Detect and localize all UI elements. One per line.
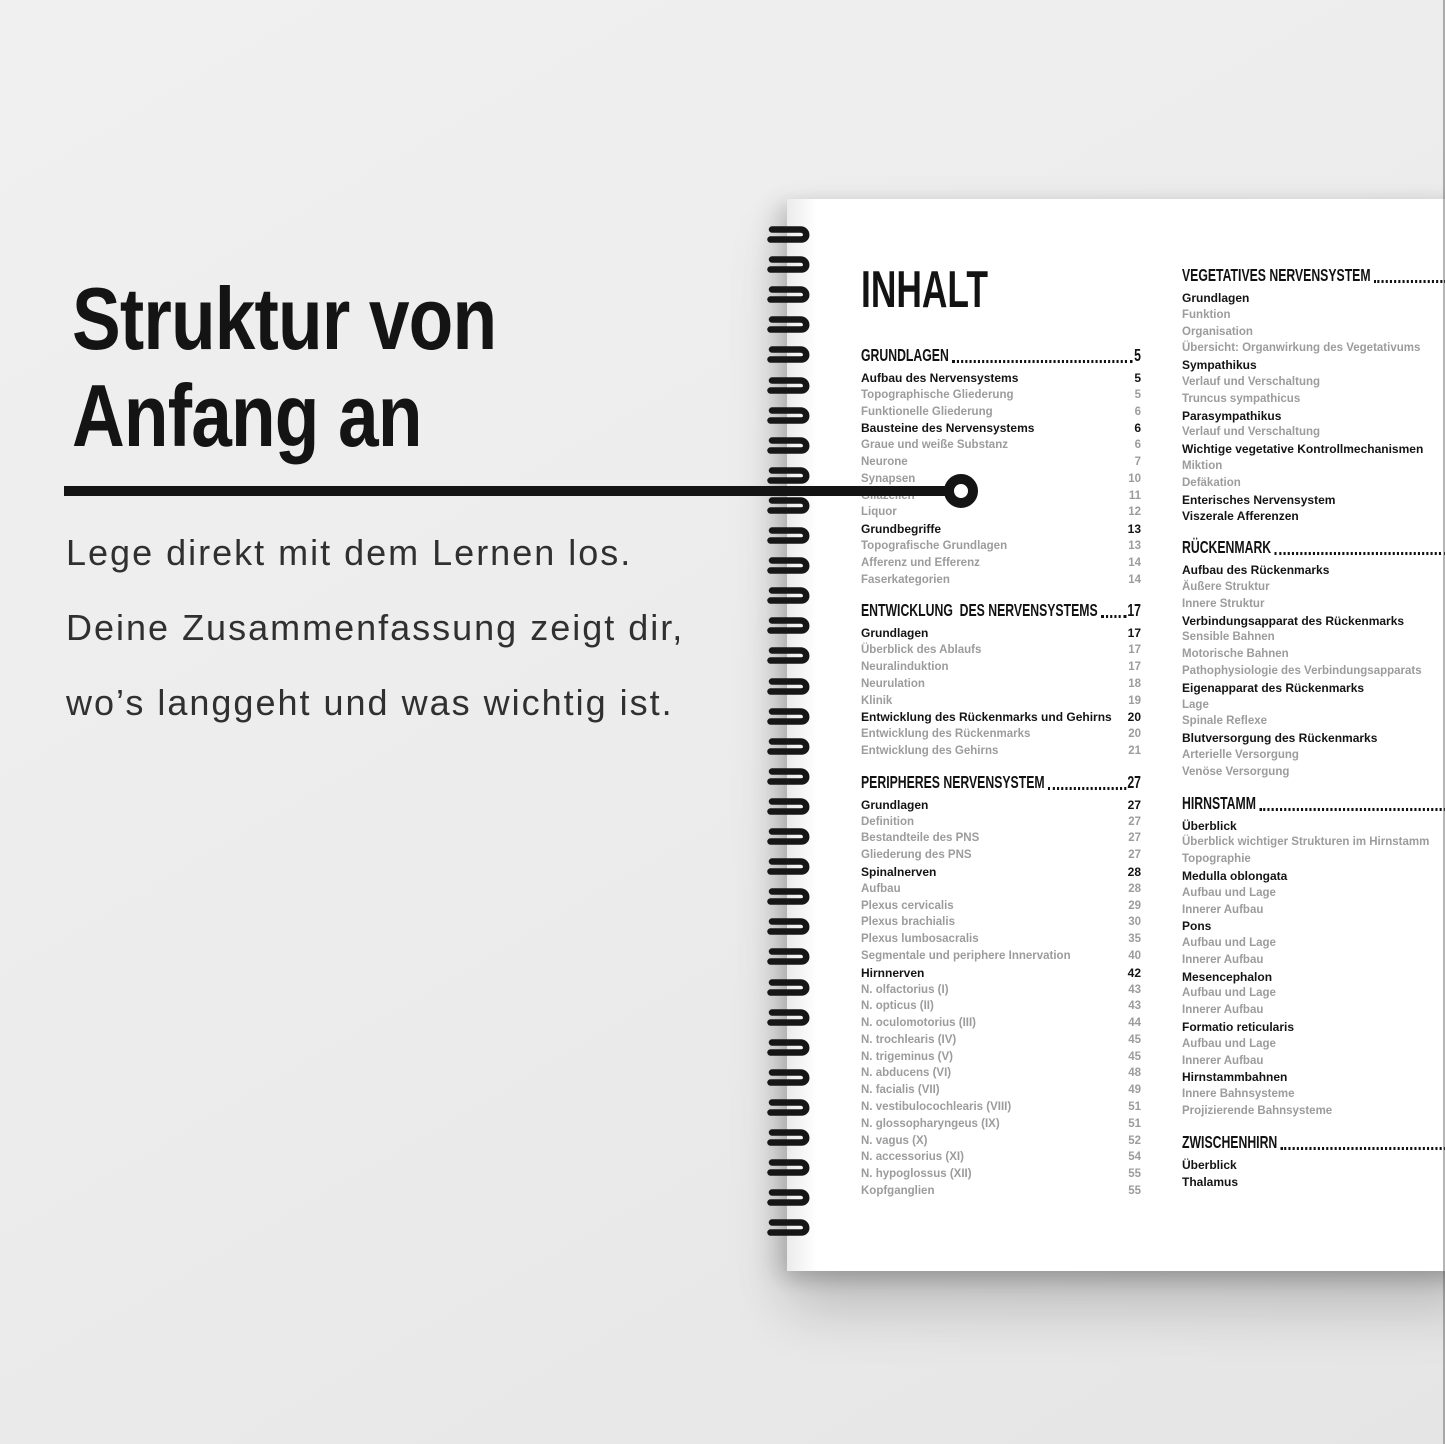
spiral-coil-icon xyxy=(765,1128,812,1147)
toc-entry-page: 6 xyxy=(1134,439,1141,452)
toc-entry-label: Hirnnerven xyxy=(861,965,925,980)
toc-entry-label: Viszerale Afferenzen xyxy=(1182,509,1299,524)
lede-line: Lege direkt mit dem Lernen los. xyxy=(66,532,633,573)
toc-entry-page: 27 xyxy=(1127,797,1141,812)
spiral-coil-icon xyxy=(765,406,812,425)
toc-entry xyxy=(861,1166,1141,1183)
spiral-coil-icon xyxy=(765,1008,812,1027)
toc-entry xyxy=(1182,818,1445,835)
toc-entry xyxy=(861,709,1141,726)
toc-entry-label: Motorische Bahnen xyxy=(1182,648,1289,661)
toc-entry xyxy=(861,437,1141,454)
toc-entry-page: 55 xyxy=(1128,1168,1141,1181)
toc-entry-label: Formatio reticularis xyxy=(1182,1020,1295,1035)
toc-entry-label: Entwicklung des Gehirns xyxy=(861,744,999,757)
dotted-leader xyxy=(1259,808,1445,811)
toc-entry-label: Defäkation xyxy=(1182,476,1241,489)
toc-entry-label: Aufbau des Nervensystems xyxy=(861,371,1019,385)
toc-entry-label: Überblick xyxy=(1182,1157,1237,1172)
toc-entry-label: Sensible Bahnen xyxy=(1182,631,1275,644)
toc-entry xyxy=(1182,613,1445,630)
toc-entry xyxy=(1182,357,1445,374)
toc-entry xyxy=(861,898,1141,915)
toc-entry-page: 52 xyxy=(1128,1134,1141,1147)
toc-section-header xyxy=(1182,1132,1445,1153)
spiral-coil-icon xyxy=(765,917,812,936)
toc-entry xyxy=(861,1099,1141,1116)
toc-entry-label: Mesencephalon xyxy=(1182,969,1273,984)
toc-section-header xyxy=(861,772,1141,793)
toc-entry xyxy=(861,881,1141,898)
toc-entry-label: Bestandteile des PNS xyxy=(861,832,980,845)
toc-entry-page: 18 xyxy=(1128,677,1141,690)
toc-entry-label: Arterielle Versorgung xyxy=(1182,748,1299,761)
toc-entry xyxy=(861,693,1141,710)
toc-section-header xyxy=(861,345,1141,366)
toc-entry-label: Miktion xyxy=(1182,459,1223,472)
toc-entry xyxy=(861,1032,1141,1049)
toc-entry-page: 51 xyxy=(1128,1101,1141,1114)
toc-entry xyxy=(1182,834,1445,851)
spiral-coil-icon xyxy=(765,556,812,575)
toc-entry-label: Synapsen xyxy=(861,472,916,485)
toc-entry-label: Parasympathikus xyxy=(1182,408,1282,423)
toc-entry-label: Überblick des Ablaufs xyxy=(861,644,982,657)
toc-entry xyxy=(861,454,1141,471)
toc-entry xyxy=(861,572,1141,589)
toc-entry xyxy=(861,370,1141,387)
toc-entry-label: Grundlagen xyxy=(861,626,929,641)
toc-entry xyxy=(1182,1053,1445,1070)
toc-entry-label: Innerer Aufbau xyxy=(1182,1004,1264,1017)
toc-entry-label: Faserkategorien xyxy=(861,573,950,586)
toc-entry xyxy=(1182,475,1445,492)
toc-entry-page: 13 xyxy=(1128,539,1141,552)
toc-entry xyxy=(1182,985,1445,1002)
spiral-coil-icon xyxy=(765,1158,812,1177)
toc-entry xyxy=(1182,1002,1445,1019)
toc-entry xyxy=(861,931,1141,948)
spiral-coil-icon xyxy=(765,616,812,635)
toc-entry-label: Kopfganglien xyxy=(861,1185,935,1198)
headline-line-1: Struktur von xyxy=(72,269,497,368)
toc-section-header xyxy=(861,600,1141,621)
toc-entry-page: 30 xyxy=(1128,916,1141,929)
toc-section-title: HIRNSTAMM xyxy=(1182,792,1256,813)
toc-entry-label: N. olfactorius (I) xyxy=(861,983,949,996)
toc-entry-label: N. opticus (II) xyxy=(861,1000,934,1013)
toc-entry-label: Innerer Aufbau xyxy=(1182,903,1264,916)
lede-line: wo’s langgeht und was wichtig ist. xyxy=(66,682,674,723)
spiral-coil-icon xyxy=(765,1188,812,1207)
toc-section-page: 17 xyxy=(1127,600,1141,621)
spiral-coil-icon xyxy=(765,737,812,756)
toc-entry-label: Grundbegriffe xyxy=(861,522,941,537)
spiral-coil-icon xyxy=(765,436,812,455)
spiral-coil-icon xyxy=(765,1098,812,1117)
spiral-coil-icon xyxy=(765,1218,812,1237)
spiral-coil-icon xyxy=(765,315,812,334)
toc-entry-label: Entwicklung des Rückenmarks und Gehirns xyxy=(861,710,1112,725)
toc-entry xyxy=(1182,408,1445,425)
toc-entry-page: 6 xyxy=(1134,405,1141,418)
toc-entry-label: Topographische Gliederung xyxy=(861,388,1014,401)
toc-entry xyxy=(1182,646,1445,663)
toc-entry xyxy=(861,1015,1141,1032)
toc-entry-label: Aufbau xyxy=(861,882,901,895)
toc-entry-page: 21 xyxy=(1128,744,1141,757)
toc-entry-label: Blutversorgung des Rückenmarks xyxy=(1182,731,1378,746)
toc-entry-label: Überblick xyxy=(1182,818,1237,833)
toc-section-header xyxy=(1182,537,1445,558)
toc-entry-page: 28 xyxy=(1127,864,1141,879)
toc-entry xyxy=(1182,680,1445,697)
pointer-line xyxy=(64,486,945,496)
toc-entry-label: Topografische Grundlagen xyxy=(861,539,1008,552)
toc-entry-label: Funktion xyxy=(1182,308,1231,321)
toc-entry-label: Übersicht: Organwirkung des Vegetativums xyxy=(1182,342,1421,355)
toc-entry-page: 14 xyxy=(1128,556,1141,569)
toc-entry-label: N. glossopharyngeus (IX) xyxy=(861,1117,1000,1130)
toc-entry-label: Spinale Reflexe xyxy=(1182,715,1268,728)
toc-entry xyxy=(1182,374,1445,391)
toc-entry xyxy=(1182,492,1445,509)
spiral-coil-icon xyxy=(765,857,812,876)
toc-entry-label: Spinalnerven xyxy=(861,864,937,879)
toc-entry-page: 5 xyxy=(1134,388,1141,401)
toc-entry xyxy=(1182,747,1445,764)
spiral-coil-icon xyxy=(765,646,812,665)
spiral-coil-icon xyxy=(765,526,812,545)
spiral-coil-icon xyxy=(765,978,812,997)
toc-entry-label: Innere Struktur xyxy=(1182,597,1265,610)
toc-entry xyxy=(1182,730,1445,747)
toc-entry xyxy=(861,1082,1141,1099)
spiral-coil-icon xyxy=(765,827,812,846)
dotted-leader xyxy=(1275,552,1445,555)
toc-section-page: 27 xyxy=(1127,771,1141,792)
toc-entry-label: Truncus sympathicus xyxy=(1182,392,1301,405)
toc-section-title: PERIPHERES NERVENSYSTEM xyxy=(861,771,1045,792)
toc-entry xyxy=(1182,764,1445,781)
toc-entry-label: Bausteine des Nervensystems xyxy=(861,421,1035,436)
toc-entry-label: Grundlagen xyxy=(861,797,929,812)
toc-entry-page: 5 xyxy=(1134,371,1141,385)
toc-entry-page: 11 xyxy=(1128,489,1141,502)
toc-entry xyxy=(861,538,1141,555)
toc-column-left xyxy=(861,345,1141,1200)
toc-entry xyxy=(861,387,1141,404)
dotted-leader xyxy=(952,360,1132,363)
toc-entry-label: N. trigeminus (V) xyxy=(861,1050,954,1063)
toc-entry-page: 7 xyxy=(1134,455,1141,468)
toc-entry-label: Topographie xyxy=(1182,853,1251,866)
toc-entry-label: Neuralinduktion xyxy=(861,660,949,673)
toc-entry-page: 27 xyxy=(1128,849,1141,862)
toc-entry xyxy=(1182,340,1445,357)
spiral-coil-icon xyxy=(765,947,812,966)
toc-entry xyxy=(861,797,1141,814)
toc-entry-label: Gliederung des PNS xyxy=(861,849,972,862)
toc-entry-label: Aufbau des Rückenmarks xyxy=(1182,563,1330,578)
toc-entry xyxy=(861,814,1141,831)
spiral-coil-icon xyxy=(765,255,812,274)
toc-entry xyxy=(861,642,1141,659)
toc-entry-page: 51 xyxy=(1128,1117,1141,1130)
toc-entry-page: 45 xyxy=(1128,1050,1141,1063)
toc-entry-page: 17 xyxy=(1128,660,1141,673)
toc-entry-label: Verlauf und Verschaltung xyxy=(1182,375,1321,388)
toc-entry-label: N. oculomotorius (III) xyxy=(861,1017,976,1030)
toc-entry-label: Afferenz und Efferenz xyxy=(861,556,980,569)
toc-entry-label: Medulla oblongata xyxy=(1182,868,1288,883)
toc-title: INHALT xyxy=(861,261,989,319)
toc-entry-page: 17 xyxy=(1127,626,1141,641)
toc-entry xyxy=(1182,969,1445,986)
toc-entry-page: 20 xyxy=(1127,710,1141,725)
toc-entry xyxy=(1182,579,1445,596)
toc-section-title: GRUNDLAGEN xyxy=(861,345,949,365)
toc-entry-label: Neurulation xyxy=(861,677,925,690)
toc-entry xyxy=(1182,1036,1445,1053)
dotted-leader xyxy=(1101,615,1126,618)
toc-entry xyxy=(1182,663,1445,680)
spiral-binding xyxy=(765,199,813,1271)
spiral-coil-icon xyxy=(765,1068,812,1087)
toc-section-header xyxy=(1182,793,1445,814)
toc-entry-label: Innerer Aufbau xyxy=(1182,1054,1264,1067)
toc-entry xyxy=(861,420,1141,437)
toc-entry xyxy=(1182,868,1445,885)
toc-entry-page: 43 xyxy=(1128,1000,1141,1013)
toc-entry-label: Funktionelle Gliederung xyxy=(861,405,993,418)
toc-entry-label: Eigenapparat des Rückenmarks xyxy=(1182,680,1365,695)
toc-entry-page: 29 xyxy=(1128,899,1141,912)
toc-entry xyxy=(861,726,1141,743)
toc-entry xyxy=(1182,1103,1445,1120)
toc-entry-page: 44 xyxy=(1128,1017,1141,1030)
toc-entry-label: Äußere Struktur xyxy=(1182,580,1270,593)
toc-entry-page: 43 xyxy=(1128,983,1141,996)
toc-entry xyxy=(1182,1019,1445,1036)
spiral-coil-icon xyxy=(765,466,812,485)
toc-entry-label: Sympathikus xyxy=(1182,358,1257,373)
toc-entry-label: Innerer Aufbau xyxy=(1182,953,1264,966)
toc-section-header xyxy=(1182,265,1445,286)
spiral-coil-icon xyxy=(765,496,812,515)
toc-entry-label: Pons xyxy=(1182,919,1212,934)
toc-entry xyxy=(861,982,1141,999)
toc-entry xyxy=(1182,1174,1445,1191)
lede-paragraph xyxy=(66,515,684,740)
toc-entry-label: N. vagus (X) xyxy=(861,1134,928,1147)
toc-entry-label: Segmentale und periphere Innervation xyxy=(861,949,1071,962)
spiral-coil-icon xyxy=(765,586,812,605)
lede-line: Deine Zusammenfassung zeigt dir, xyxy=(66,607,685,648)
toc-entry-page: 45 xyxy=(1128,1033,1141,1046)
toc-entry xyxy=(1182,851,1445,868)
toc-entry-page: 14 xyxy=(1128,573,1141,586)
toc-entry xyxy=(1182,918,1445,935)
toc-entry-label: Plexus lumbosacralis xyxy=(861,933,979,946)
toc-entry xyxy=(1182,596,1445,613)
toc-entry xyxy=(861,965,1141,982)
toc-entry-page: 40 xyxy=(1128,949,1141,962)
toc-entry xyxy=(1182,441,1445,458)
toc-section-title: ENTWICKLUNG DES NERVENSYSTEMS xyxy=(861,600,1098,621)
toc-entry-label: Aufbau und Lage xyxy=(1182,1037,1276,1050)
toc-entry-label: Venöse Versorgung xyxy=(1182,765,1290,778)
dotted-leader xyxy=(1048,787,1126,790)
toc-section-title: RÜCKENMARK xyxy=(1182,537,1272,558)
toc-entry xyxy=(861,404,1141,421)
spiral-coil-icon xyxy=(765,285,812,304)
toc-entry xyxy=(861,504,1141,521)
toc-entry xyxy=(861,676,1141,693)
spiral-coil-icon xyxy=(765,345,812,364)
toc-entry xyxy=(861,625,1141,642)
toc-entry-label: Innere Bahnsysteme xyxy=(1182,1088,1295,1101)
toc-entry-label: N. trochlearis (IV) xyxy=(861,1033,957,1046)
toc-entry-label: Überblick wichtiger Strukturen im Hirnstamm xyxy=(1182,836,1430,849)
toc-entry-label: N. accessorius (XI) xyxy=(861,1151,964,1164)
toc-section-title: VEGETATIVES NERVENSYSTEM xyxy=(1182,265,1371,285)
toc-entry-label: Pathophysiologie des Verbindungsapparats xyxy=(1182,664,1422,677)
toc-entry xyxy=(1182,1157,1445,1174)
toc-entry xyxy=(861,1149,1141,1166)
toc-entry-label: N. hypoglossus (XII) xyxy=(861,1168,972,1181)
toc-entry-label: Verlauf und Verschaltung xyxy=(1182,426,1321,439)
toc-entry xyxy=(1182,307,1445,324)
toc-entry-page: 13 xyxy=(1127,522,1141,537)
toc-entry-label: Aufbau und Lage xyxy=(1182,937,1276,950)
toc-entry-page: 28 xyxy=(1128,882,1141,895)
toc-entry-page: 27 xyxy=(1128,832,1141,845)
dotted-leader xyxy=(1374,280,1445,283)
toc-entry-label: Organisation xyxy=(1182,325,1253,338)
toc-entry-label: Grundlagen xyxy=(1182,291,1250,305)
toc-entry-label: Definition xyxy=(861,815,915,828)
toc-entry-page: 35 xyxy=(1128,933,1141,946)
toc-entry xyxy=(1182,391,1445,408)
toc-entry-page: 12 xyxy=(1128,506,1141,519)
toc-entry-label: Verbindungsapparat des Rückenmarks xyxy=(1182,613,1405,628)
dotted-leader xyxy=(1281,1147,1445,1150)
toc-entry xyxy=(861,1065,1141,1082)
toc-entry xyxy=(1182,697,1445,714)
headline-line-2: Anfang an xyxy=(72,366,422,465)
toc-entry xyxy=(861,998,1141,1015)
spiral-coil-icon xyxy=(765,767,812,786)
toc-entry xyxy=(1182,935,1445,952)
toc-entry xyxy=(1182,424,1445,441)
toc-entry xyxy=(861,659,1141,676)
toc-entry-label: Klinik xyxy=(861,694,893,707)
toc-entry-page: 27 xyxy=(1128,815,1141,828)
toc-entry-page: 42 xyxy=(1127,965,1141,980)
toc-entry-page: 49 xyxy=(1128,1084,1141,1097)
toc-column-right xyxy=(1182,265,1445,1190)
toc-entry xyxy=(1182,324,1445,341)
toc-entry xyxy=(1182,562,1445,579)
toc-entry xyxy=(861,830,1141,847)
toc-entry-label: Wichtige vegetative Kontrollmechanismen xyxy=(1182,442,1424,457)
spiral-coil-icon xyxy=(765,677,812,696)
spiral-coil-icon xyxy=(765,887,812,906)
toc-entry-label: Aufbau und Lage xyxy=(1182,886,1276,899)
toc-entry xyxy=(1182,1069,1445,1086)
toc-entry xyxy=(861,555,1141,572)
spiral-coil-icon xyxy=(765,376,812,395)
toc-entry-label: Thalamus xyxy=(1182,1174,1239,1189)
spiral-coil-icon xyxy=(765,225,812,244)
toc-entry-label: N. facialis (VII) xyxy=(861,1084,940,1097)
pointer-ring-icon xyxy=(944,474,978,508)
toc-entry xyxy=(1182,952,1445,969)
toc-entry xyxy=(861,1049,1141,1066)
spiral-coil-icon xyxy=(765,797,812,816)
toc-entry-label: Plexus brachialis xyxy=(861,916,955,929)
toc-entry-label: N. vestibulocochlearis (VIII) xyxy=(861,1101,1012,1114)
headline xyxy=(72,270,583,464)
toc-entry xyxy=(1182,458,1445,475)
toc-entry-page: 10 xyxy=(1128,472,1141,485)
toc-entry-label: Graue und weiße Substanz xyxy=(861,439,1008,452)
toc-section-title: ZWISCHENHIRN xyxy=(1182,1131,1278,1152)
toc-entry-label: N. abducens (VI) xyxy=(861,1067,952,1080)
toc-entry xyxy=(861,847,1141,864)
toc-entry xyxy=(861,1116,1141,1133)
toc-entry xyxy=(861,948,1141,965)
toc-entry-page: 20 xyxy=(1128,728,1141,741)
toc-entry xyxy=(861,521,1141,538)
toc-entry xyxy=(1182,902,1445,919)
toc-entry-label: Lage xyxy=(1182,698,1209,711)
toc-entry xyxy=(861,914,1141,931)
toc-entry xyxy=(1182,713,1445,730)
toc-entry xyxy=(861,1133,1141,1150)
toc-entry-page: 55 xyxy=(1128,1185,1141,1198)
toc-entry-label: Hirnstammbahnen xyxy=(1182,1070,1288,1085)
toc-entry xyxy=(861,1183,1141,1200)
toc-entry-page: 48 xyxy=(1128,1067,1141,1080)
toc-entry-label: Plexus cervicalis xyxy=(861,899,954,912)
toc-entry-page: 54 xyxy=(1128,1151,1141,1164)
toc-entry-page: 17 xyxy=(1128,644,1141,657)
toc-entry-label: Neurone xyxy=(861,455,908,468)
toc-entry-label: Entwicklung des Rückenmarks xyxy=(861,728,1031,741)
notebook-page xyxy=(787,199,1445,1271)
spiral-coil-icon xyxy=(765,1038,812,1057)
toc-entry-page: 19 xyxy=(1128,694,1141,707)
toc-entry xyxy=(1182,290,1445,307)
toc-entry xyxy=(1182,629,1445,646)
toc-section-page: 5 xyxy=(1134,345,1141,365)
toc-entry xyxy=(1182,885,1445,902)
toc-entry xyxy=(861,864,1141,881)
toc-entry xyxy=(1182,508,1445,525)
spiral-coil-icon xyxy=(765,707,812,726)
toc-entry xyxy=(861,743,1141,760)
toc-entry-page: 6 xyxy=(1134,421,1141,436)
toc-entry-label: Projizierende Bahnsysteme xyxy=(1182,1105,1333,1118)
toc-entry xyxy=(1182,1086,1445,1103)
toc-entry-label: Liquor xyxy=(861,506,897,519)
toc-entry-label: Aufbau und Lage xyxy=(1182,987,1276,1000)
toc-entry-label: Enterisches Nervensystem xyxy=(1182,492,1336,507)
